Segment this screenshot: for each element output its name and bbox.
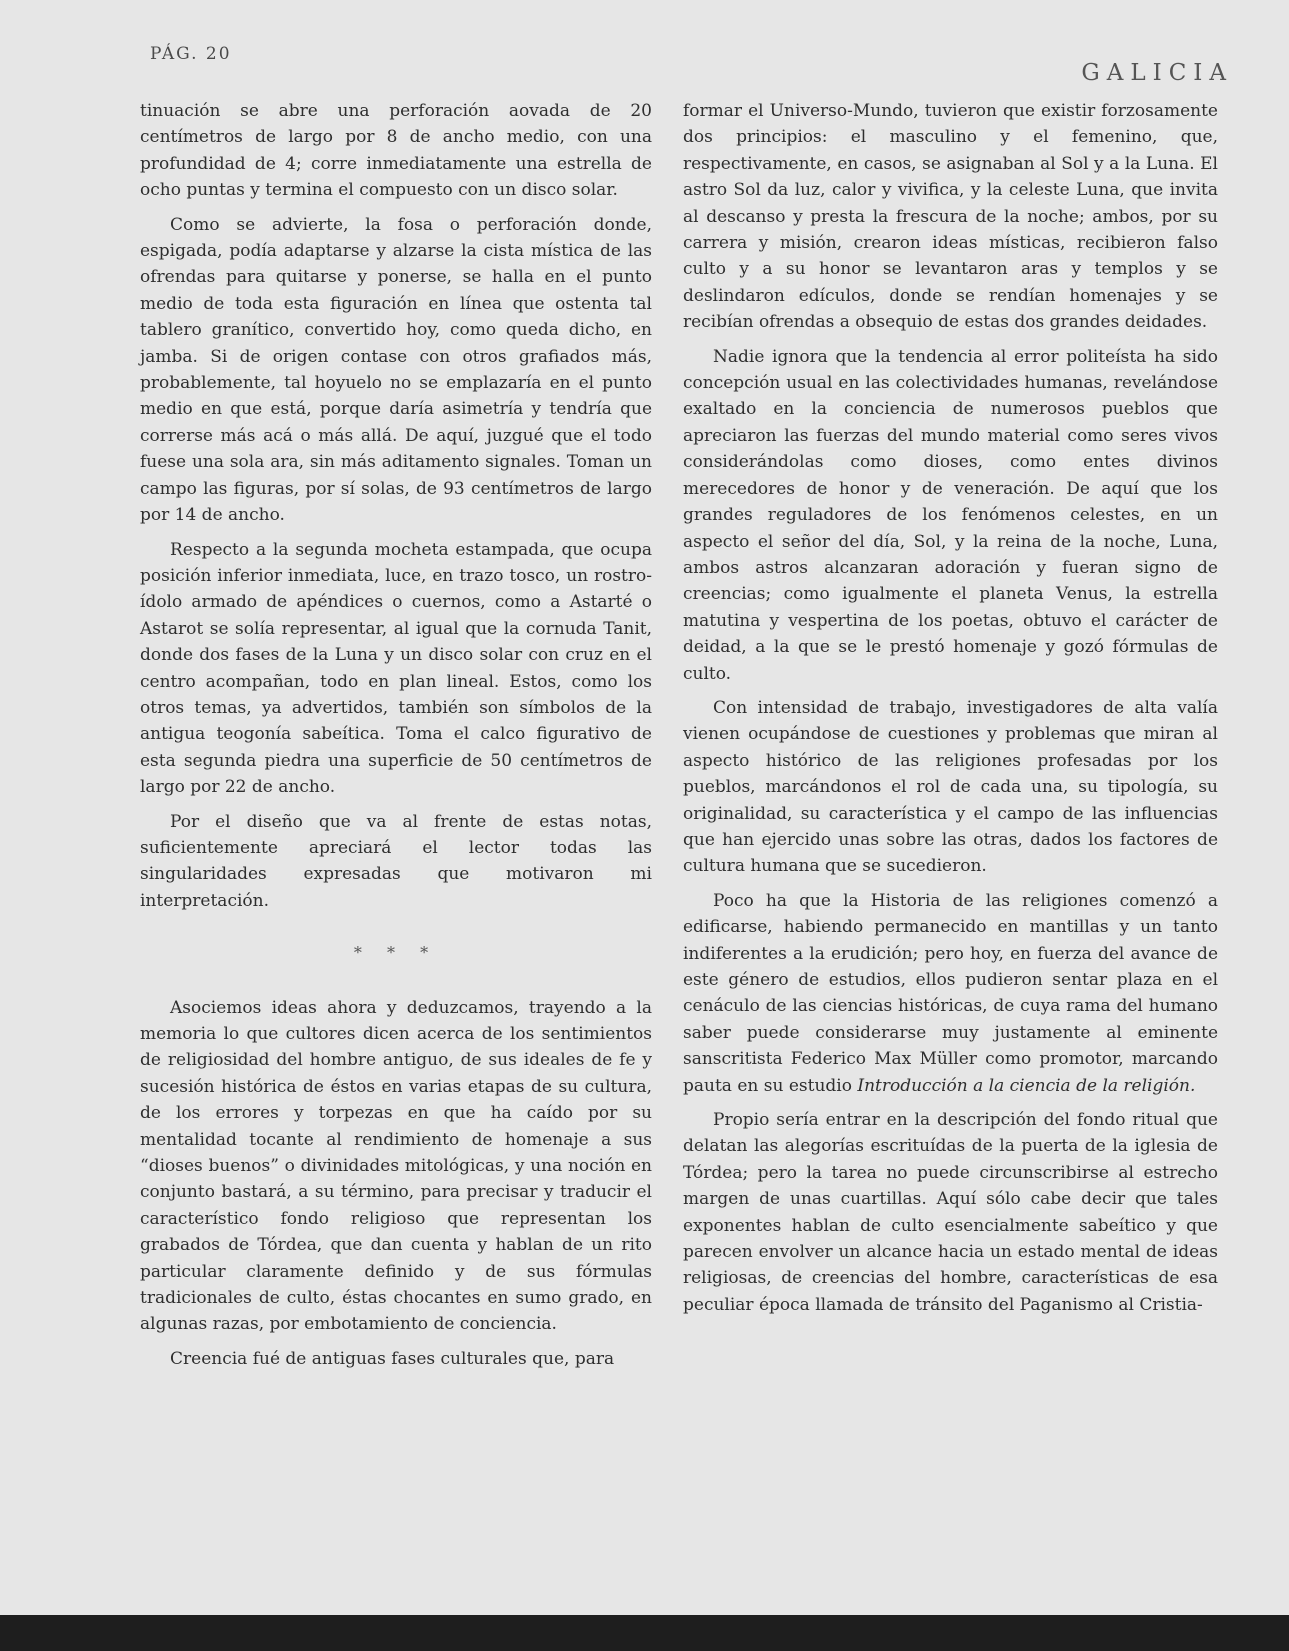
paragraph: Propio sería entrar en la descripción del fondo ritual que delatan las alegorías escrituídas de la puerta de la iglesia de Tórdea; pero la tarea no puede circunscribirse al estrecho margen de unas cuartillas. Aquí sólo cabe decir que tales exponentes hablan de culto esencialmente sabeítico y que parecen envolver un alcance hacia un estado mental de ideas religiosas, de creencias del hombre, características de esa peculiar época llamada de tránsito del Paganismo al Cristia- (683, 1110, 1218, 1315)
paragraph: tinuación se abre una perforación aovada de 20 centímetros de largo por 8 de ancho medio, con una profundidad de 4; corre inmediatamente una estrella de ocho puntas y termina el compuesto con un disco solar. (140, 101, 652, 201)
paragraph: formar el Universo-Mundo, tuvieron que existir forzosamente dos principios: el masculino y el femenino, que, respectivamente, en casos, se asignaban al Sol y a la Luna. El astro Sol da luz, calor y vivifica, y la celeste Luna, que invita al descanso y presta la frescura de la noche; ambos, por su carrera y misión, crearon ideas místicas, recibieron falso culto y a su honor se levantaron aras y templos y se deslindaron edículos, donde se rendían homenajes y se recibían ofrendas a obsequio de estas dos grandes deidades. (683, 101, 1218, 333)
paragraph: Por el diseño que va al frente de estas notas, suficientemente apreciará el lector todas las singularidades expresadas que motivaron mi interpretación. (140, 811, 652, 911)
paragraph: Como se advierte, la fosa o perforación donde, espigada, podía adaptarse y alzarse la cista mística de las ofrendas para quitarse y ponerse, se halla en el punto medio de toda esta figuración en línea que ostenta tal tablero granítico, convertido hoy, como queda dicho, en jamba. Si de origen contase con otros grafiados más, probablemente, tal hoyuelo no se emplazaría en el punto medio en que está, porque daría asimetría y tendría que correrse más acá o más allá. De aquí, juzgué que el todo fuese una sola ara, sin más aditamento signales. Toman un campo las figuras, por sí solas, de 93 centímetros de largo por 14 de ancho. (140, 214, 652, 526)
paragraph: Nadie ignora que la tendencia al error politeísta ha sido concepción usual en las colectividades humanas, revelándose exaltado en la conciencia de numerosos pueblos que apreciaron las fuerzas del mundo material como seres vivos considerándolas como dioses, como entes divinos merecedores de honor y de veneración. De aquí que los grandes reguladores de los fenómenos celestes, en un aspecto el señor del día, Sol, y la reina de la noche, Luna, ambos astros alcanzaran adoración y fueran signo de creencias; como igualmente el planeta Venus, la estrella matutina y vespertina de los poetas, obtuvo el carácter de deidad, a la que se le prestó homenaje y gozó fórmulas de culto. (683, 346, 1218, 684)
section-separator: * * * (353, 943, 439, 963)
book-title: Introducción a la ciencia de la religión. (857, 1075, 1196, 1096)
paragraph: Con intensidad de trabajo, investigadores de alta valía vienen ocupándose de cuestiones y problemas que miran al aspecto histórico de las religiones profesadas por los pueblos, marcándonos el rol de cada una, su tipología, su originalidad, su característica y el campo de las influencias que han ejercido unas sobre las otras, dados los factores de cultura humana que se sucedieron. (683, 697, 1218, 877)
paragraph-text: Poco ha que la Historia de las religiones comenzó a edificarse, habiendo permanecido en mantillas y un tanto indiferentes a la erudición; pero hoy, en fuerza del avance de este género de estudios, ellos pudieron sentar plaza en el cenáculo de las ciencias históricas, de cuya rama del humano saber puede considerarse muy justamente al eminente sanscritista Federico Max Müller como promotor, marcando pauta en su estudio (683, 890, 1218, 1096)
left-column (140, 98, 652, 1380)
right-column (683, 98, 1218, 1326)
running-title: GALICIA (1081, 60, 1233, 86)
page-number: PÁG. 20 (150, 44, 232, 64)
paragraph (683, 888, 1218, 1099)
paragraph: Asociemos ideas ahora y deduzcamos, trayendo a la memoria lo que cultores dicen acerca de los sentimientos de religiosidad del hombre antiguo, de sus ideales de fe y sucesión histórica de éstos en varias etapas de su cultura, de los errores y torpezas en que ha caído por su mentalidad tocante al rendimiento de homenaje a sus “dioses buenos” o divinidades mitológicas, y una noción en conjunto bastará, a su término, para precisar y traducir el característico fondo religioso que representan los grabados de Tórdea, que dan cuenta y hablan de un rito particular claramente definido y de sus fórmulas tradicionales de culto, éstas chocantes en sumo grado, en algunas razas, por embotamiento de conciencia. (140, 997, 652, 1335)
paragraph: Respecto a la segunda mocheta estampada, que ocupa posición inferior inmediata, luce, en trazo tosco, un rostro-ídolo armado de apéndices o cuernos, como a Astarté o Astarot se solía representar, al igual que la cornuda Tanit, donde dos fases de la Luna y un disco solar con cruz en el centro acompañan, todo en plan lineal. Estos, como los otros temas, ya advertidos, también son símbolos de la antigua teogonía sabeítica. Toma el calco figurativo de esta segunda piedra una superficie de 50 centímetros de largo por 22 de ancho. (140, 539, 652, 798)
paragraph: Creencia fué de antiguas fases culturales que, para (170, 1348, 615, 1369)
